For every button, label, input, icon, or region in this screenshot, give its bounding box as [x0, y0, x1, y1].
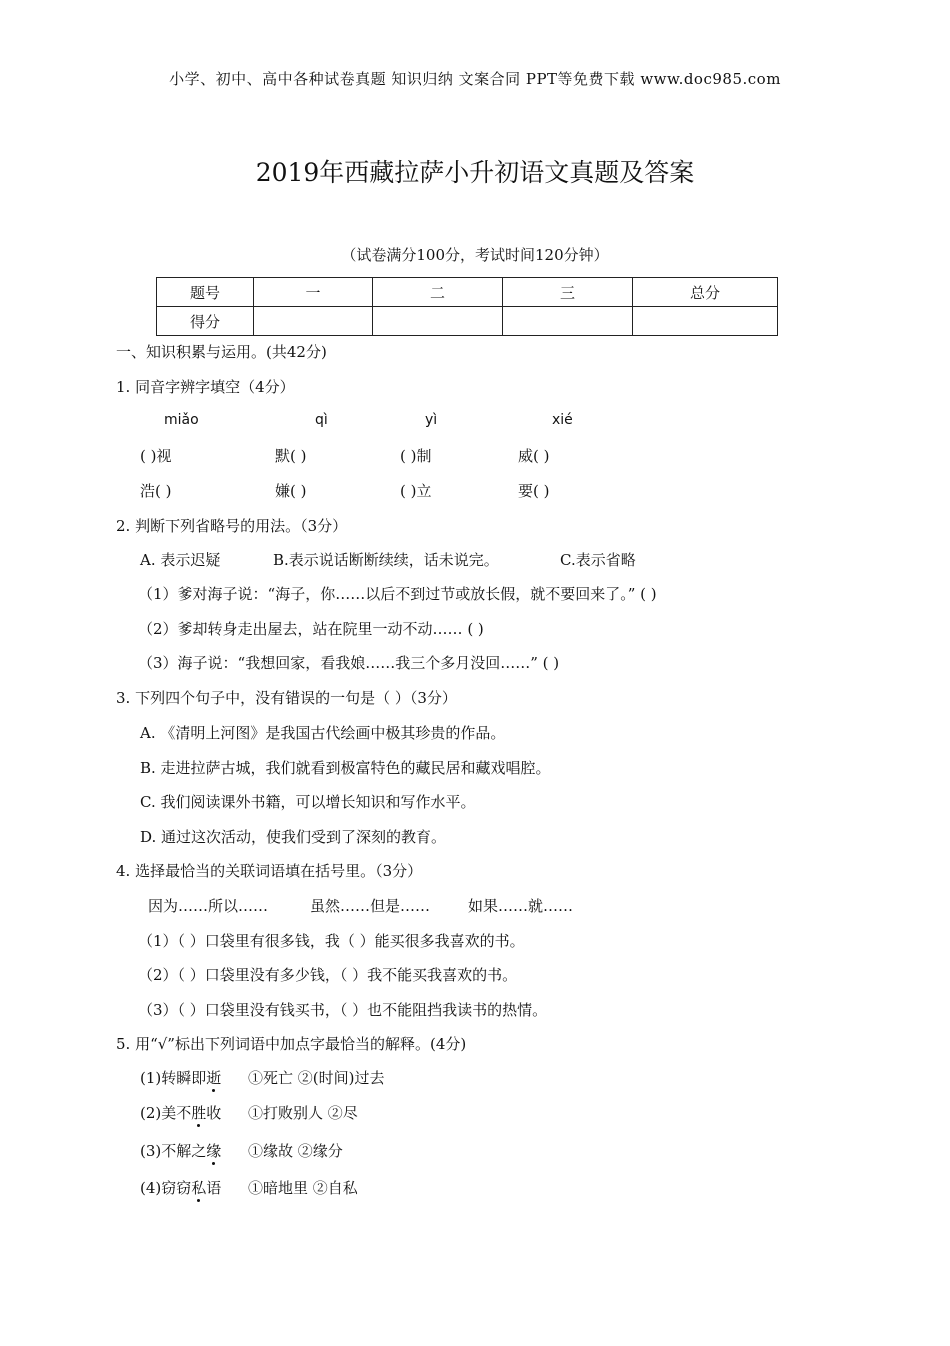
q5-word-1-dotted-char: 逝: [206, 1069, 222, 1087]
q1-blank-4[interactable]: 威( ): [518, 447, 550, 465]
q5-word-4-prefix: (4)窃窃: [140, 1179, 192, 1197]
q5-word-2-dotted-char: 胜: [191, 1104, 207, 1122]
score-table: [156, 277, 778, 336]
q4-title: 4. 选择最恰当的关联词语填在括号里。（3分）: [116, 862, 423, 880]
score-cell-3[interactable]: [503, 307, 633, 336]
q1-pinyin-2: qì: [315, 412, 328, 428]
q3-option-d[interactable]: D. 通过这次活动，使我们受到了深刻的教育。: [140, 828, 447, 846]
header-cell-number: 题号: [157, 278, 254, 307]
q2-title: 2. 判断下列省略号的用法。（3分）: [116, 517, 348, 535]
q5-word-4-dotted-char: 私: [191, 1179, 207, 1197]
q1-blank-8[interactable]: 要( ): [518, 482, 550, 500]
q5-word-3-dotted-char: 缘: [206, 1142, 222, 1160]
q3-option-b[interactable]: B. 走进拉萨古城，我们就看到极富特色的藏民居和藏戏唱腔。: [140, 759, 551, 777]
q5-item-1: [140, 1067, 221, 1088]
score-cell-1[interactable]: [254, 307, 373, 336]
header-cell-total: 总分: [633, 278, 778, 307]
q1-blank-1[interactable]: ( )视: [140, 447, 172, 465]
score-row-label: 得分: [157, 307, 254, 336]
q1-pinyin-1: miǎo: [164, 412, 199, 428]
score-cell-2[interactable]: [373, 307, 503, 336]
header-cell-1: 一: [254, 278, 373, 307]
q3-title: 3. 下列四个句子中，没有错误的一句是（ ）（3分）: [116, 689, 457, 707]
score-cell-total[interactable]: [633, 307, 778, 336]
q3-option-c[interactable]: C. 我们阅读课外书籍，可以增长知识和写作水平。: [140, 793, 476, 811]
q3-option-a[interactable]: A. 《清明上河图》是我国古代绘画中极其珍贵的作品。: [140, 724, 506, 742]
q5-item-2: [140, 1102, 221, 1123]
header-cell-2: 二: [373, 278, 503, 307]
section-heading: 一、知识积累与运用。(共42分): [116, 343, 327, 361]
q1-pinyin-3: yì: [425, 412, 438, 428]
q2-item-3[interactable]: （3）海子说：“我想回家，看我娘……我三个多月没回……” ( ): [138, 654, 560, 672]
q2-option-a: A. 表示迟疑: [140, 551, 221, 569]
q1-blank-3[interactable]: ( )制: [400, 447, 432, 465]
page-title: 2019年西藏拉萨小升初语文真题及答案: [255, 158, 695, 187]
q5-word-2-prefix: (2)美不: [140, 1104, 192, 1122]
q2-item-2[interactable]: （2）爹却转身走出屋去，站在院里一动不动…… ( ): [138, 620, 484, 638]
q4-item-3[interactable]: （3）（ ）口袋里没有钱买书，（ ）也不能阻挡我读书的热情。: [138, 1001, 548, 1019]
q1-blank-5[interactable]: 浩( ): [140, 482, 172, 500]
q1-blank-6[interactable]: 嫌( ): [275, 482, 307, 500]
exam-info: （试卷满分100分，考试时间120分钟）: [341, 246, 609, 264]
q4-item-1[interactable]: （1）（ ）口袋里有很多钱，我（ ）能买很多我喜欢的书。: [138, 932, 525, 950]
q1-blank-7[interactable]: ( )立: [400, 482, 432, 500]
q5-word-2-suffix: 收: [206, 1104, 222, 1122]
q4-choice-3: 如果……就……: [468, 897, 574, 915]
q5-word-3-prefix: (3)不解之: [140, 1142, 207, 1160]
q4-item-2[interactable]: （2）（ ）口袋里没有多少钱，（ ）我不能买我喜欢的书。: [138, 966, 518, 984]
q5-item-3-options[interactable]: ①缘故 ②缘分: [248, 1142, 343, 1160]
q5-item-3: [140, 1140, 221, 1161]
q1-pinyin-4: xié: [552, 412, 573, 428]
score-table-score-row: [157, 307, 778, 336]
score-table-header-row: [157, 278, 778, 307]
q5-item-4-options[interactable]: ①暗地里 ②自私: [248, 1179, 358, 1197]
q2-item-1[interactable]: （1）爹对海子说：“海子，你……以后不到过节或放长假，就不要回来了。” ( ): [138, 585, 657, 603]
q1-title: 1. 同音字辨字填空（4分）: [116, 378, 295, 396]
q5-item-2-options[interactable]: ①打败别人 ②尽: [248, 1104, 358, 1122]
q2-option-c: C.表示省略: [560, 551, 636, 569]
q4-choice-1: 因为……所以……: [148, 897, 269, 915]
q5-word-1-prefix: (1)转瞬即: [140, 1069, 207, 1087]
q1-blank-2[interactable]: 默( ): [275, 447, 307, 465]
q2-option-b: B.表示说话断断续续，话未说完。: [273, 551, 499, 569]
q5-item-1-options[interactable]: ①死亡 ②(时间)过去: [248, 1069, 385, 1087]
q5-item-4: [140, 1177, 221, 1198]
q5-title: 5. 用“√”标出下列词语中加点字最恰当的解释。(4分): [116, 1035, 467, 1053]
q4-choice-2: 虽然……但是……: [310, 897, 431, 915]
header-cell-3: 三: [503, 278, 633, 307]
page-header: 小学、初中、高中各种试卷真题 知识归纳 文案合同 PPT等免费下载 www.doc985.com: [169, 70, 781, 88]
q5-word-4-suffix: 语: [206, 1179, 222, 1197]
